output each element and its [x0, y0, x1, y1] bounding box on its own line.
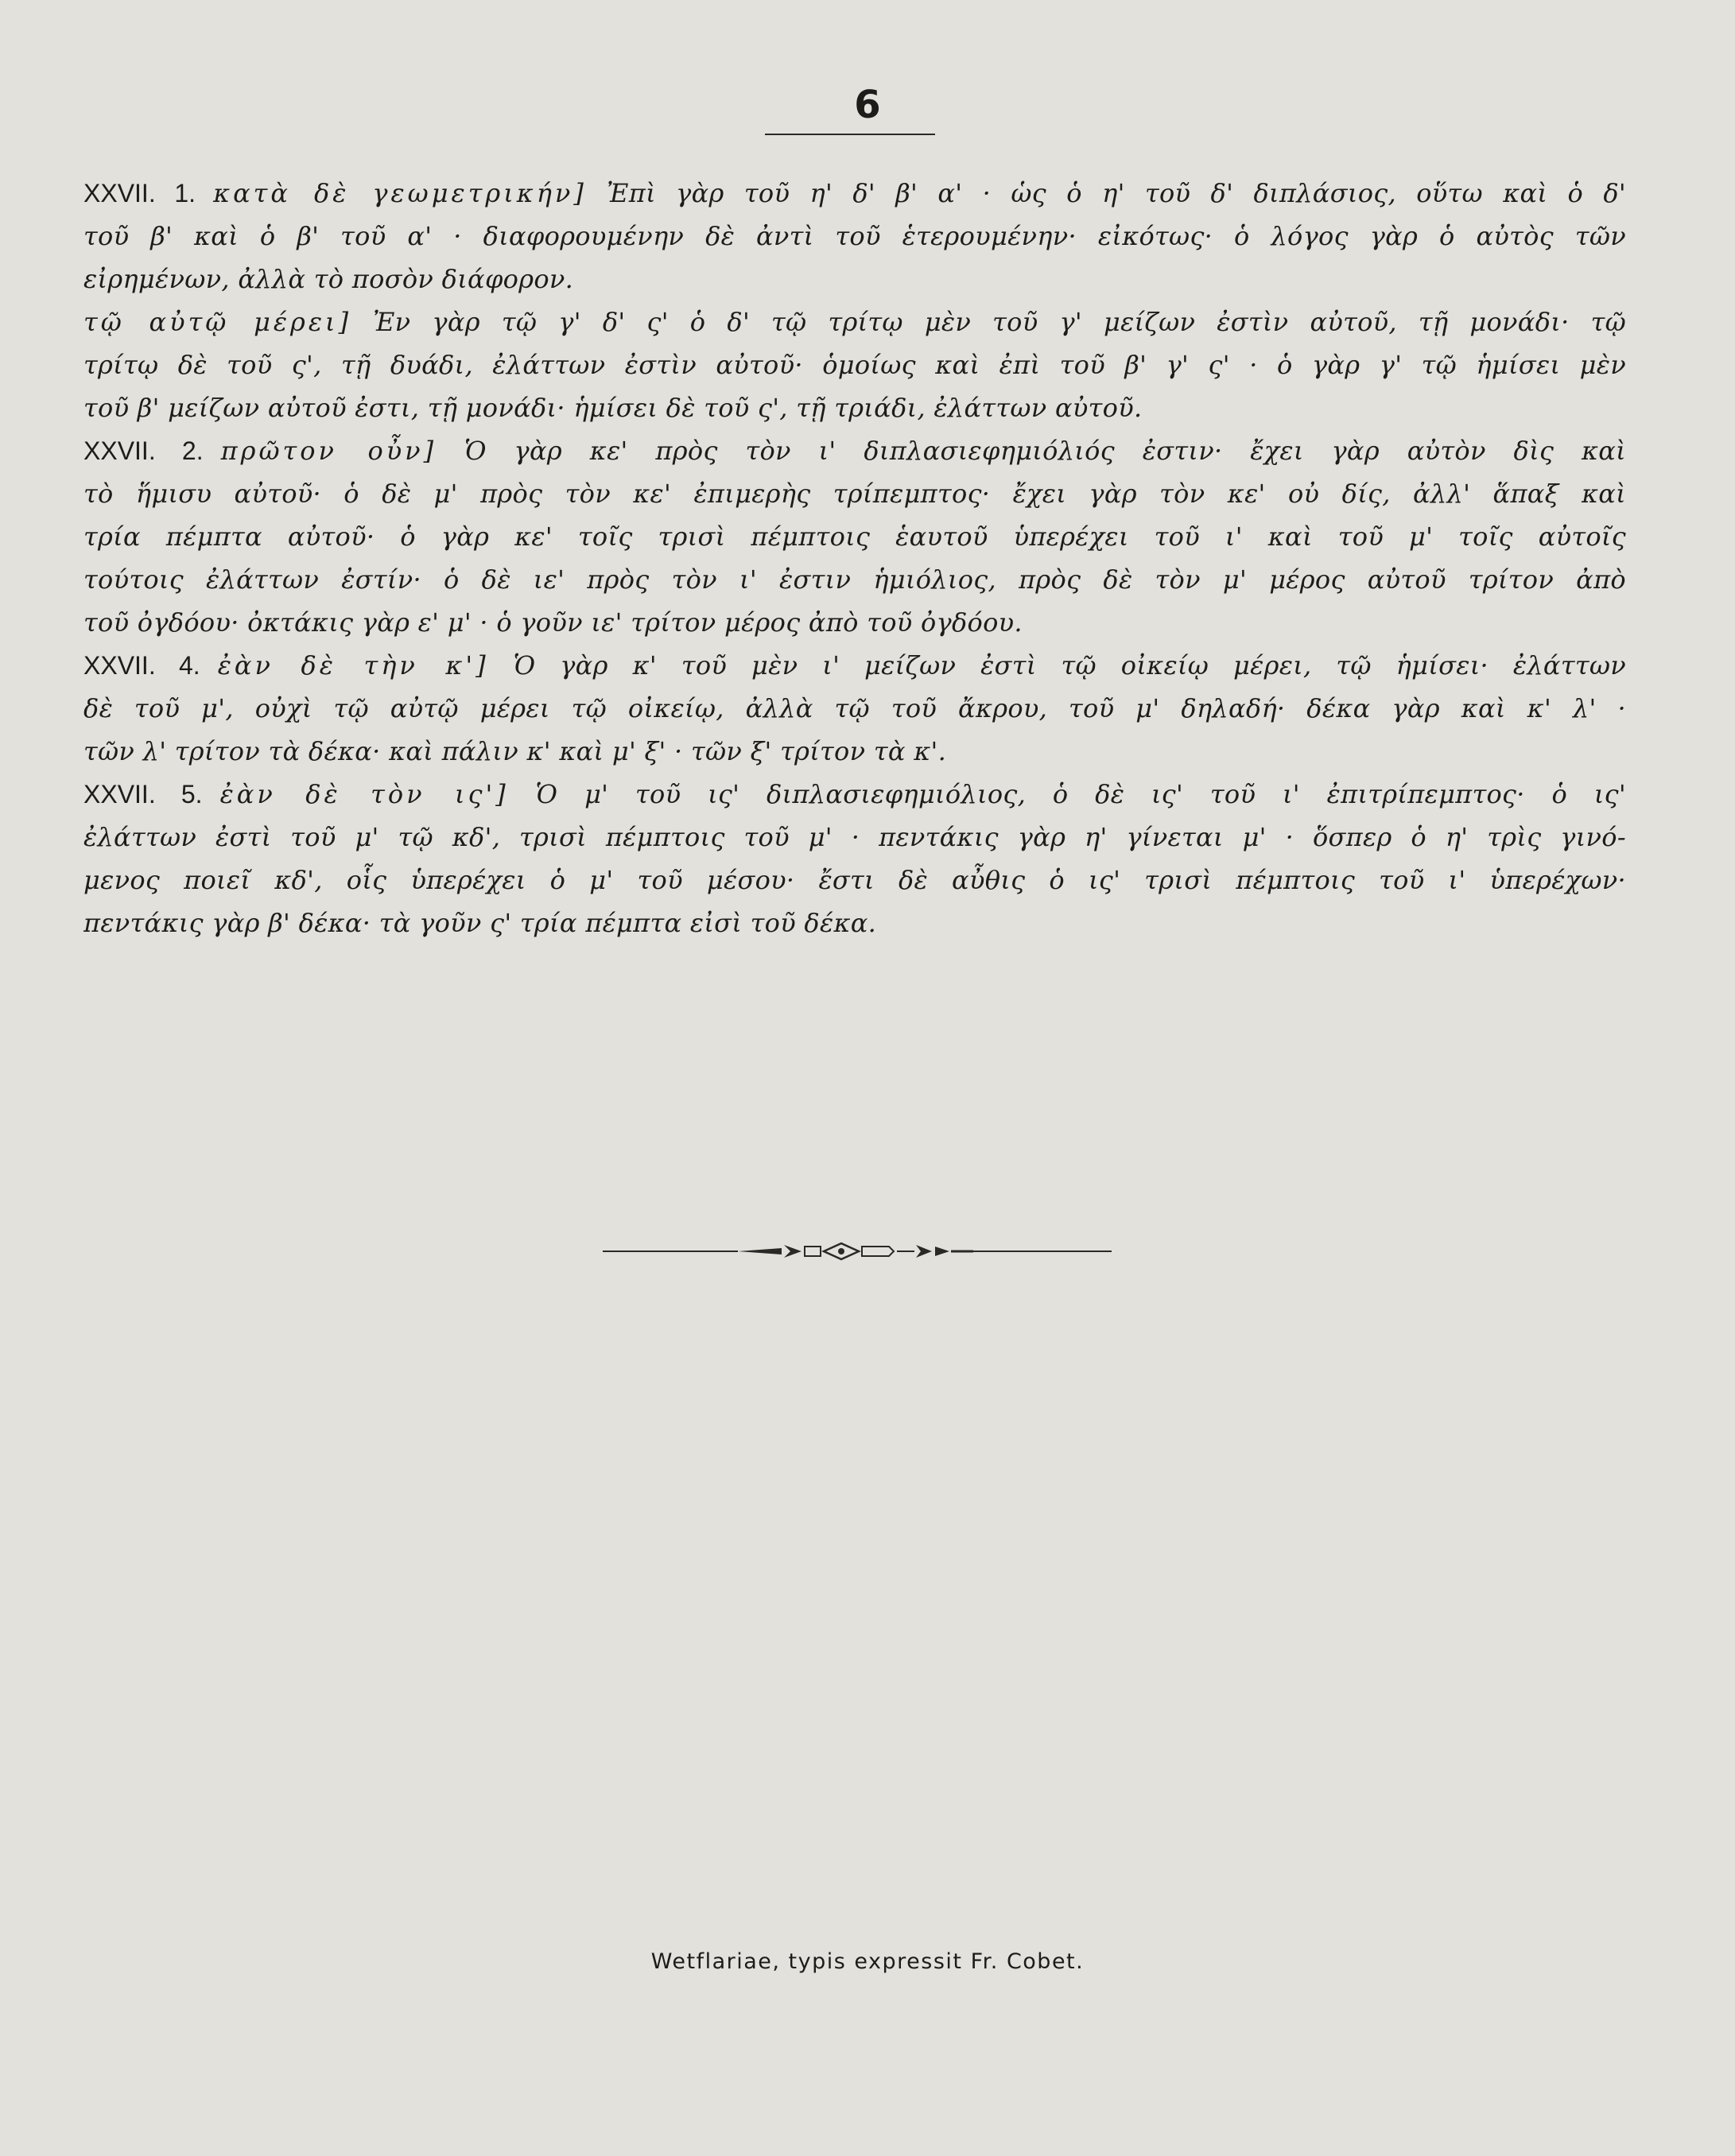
line-text: τούτοις ἐλάττων ἐστίν· ὁ δὲ ιε' πρὸς τὸν ι' ἐστιν ἡμιόλιος, πρὸς δὲ τὸν μ' μέρος αὐτοῦ τρίτον ἀπὸ	[83, 564, 1626, 595]
line-text: Ὁ γὰρ κ' τοῦ μὲν ι' μείζων ἐστὶ τῷ οἰκείῳ μέρει, τῷ ἡμίσει· ἐλάττων	[513, 650, 1626, 681]
text-line	[83, 429, 1626, 472]
commentary-text	[83, 172, 1626, 944]
section-marker: XXVII. 5.	[83, 780, 203, 808]
line-text: τῶν λ' τρίτον τὰ δέκα· καὶ πάλιν κ' καὶ μ' ξ' · τῶν ξ' τρίτον τὰ κ'.	[83, 736, 947, 766]
text-line	[83, 644, 1626, 687]
text-line	[83, 215, 1626, 258]
line-text: εἰρημένων, ἀλλὰ τὸ ποσὸν διάφορον.	[83, 264, 574, 294]
line-text: Ἐν γὰρ τῷ γ' δ' ς' ὁ δ' τῷ τρίτῳ μὲν τοῦ γ' μείζων ἐστὶν αὐτοῦ, τῇ μονάδι· τῷ	[373, 307, 1626, 337]
lemma: πρῶτον οὖν]	[220, 436, 437, 466]
text-line	[83, 730, 1626, 773]
line-text: δὲ τοῦ μ', οὐχὶ τῷ αὐτῷ μέρει τῷ οἰκείῳ, ἀλλὰ τῷ τοῦ ἄκρου, τοῦ μ' δηλαδή· δέκα γὰρ καὶ κ' λ' ·	[83, 693, 1626, 723]
line-text: τοῦ ὀγδόου· ὀκτάκις γὰρ ε' μ' · ὁ γοῦν ιε' τρίτον μέρος ἀπὸ τοῦ ὀγδόου.	[83, 607, 1023, 638]
section-marker: XXVII. 1.	[83, 179, 196, 207]
section-marker: XXVII. 2.	[83, 436, 204, 465]
text-line	[83, 515, 1626, 558]
line-text: ἐλάττων ἐστὶ τοῦ μ' τῷ κδ', τρισὶ πέμπτοις τοῦ μ' · πεντάκις γὰρ η' γίνεται μ' · ὅσπερ ὁ η' τρὶς γινό-	[83, 822, 1626, 852]
line-text: τὸ ἥμισυ αὐτοῦ· ὁ δὲ μ' πρὸς τὸν κε' ἐπιμερὴς τρίπεμπτος· ἔχει γὰρ τὸν κε' οὐ δίς, ἀλλ' ἅπαξ καὶ	[83, 479, 1626, 509]
section-marker: XXVII. 4.	[83, 651, 200, 680]
text-line	[83, 472, 1626, 515]
page-number: 6	[854, 83, 881, 127]
colophon: Wetflariae, typis expressit Fr. Cobet.	[650, 1949, 1085, 1974]
line-text: Ὁ μ' τοῦ ις' διπλασιεφημιόλιος, ὁ δὲ ις' τοῦ ι' ἐπιτρίπεμπτος· ὁ ις'	[535, 779, 1626, 809]
line-text: τοῦ β' καὶ ὁ β' τοῦ α' · διαφορουμένην δὲ ἀντὶ τοῦ ἑτερουμένην· εἰκότως· ὁ λόγος γὰρ ὁ αὐτὸς τῶν	[83, 221, 1626, 251]
text-line	[83, 172, 1626, 215]
lemma: ἐὰν δὲ τὸν ις']	[219, 779, 509, 809]
line-text: τρία πέμπτα αὐτοῦ· ὁ γὰρ κε' τοῖς τρισὶ πέμπτοις ἑαυτοῦ ὑπερέχει τοῦ ι' καὶ τοῦ μ' τοῖς αὐτοῖς	[83, 522, 1626, 552]
text-line	[83, 386, 1626, 429]
text-line	[83, 601, 1626, 644]
line-text: τρίτῳ δὲ τοῦ ς', τῇ δυάδι, ἐλάττων ἐστὶν αὐτοῦ· ὁμοίως καὶ ἐπὶ τοῦ β' γ' ς' · ὁ γὰρ γ' τῷ ἡμίσει μὲν	[83, 350, 1626, 380]
text-line	[83, 558, 1626, 601]
text-line	[83, 902, 1626, 944]
line-text: τοῦ β' μείζων αὐτοῦ ἐστι, τῇ μονάδι· ἡμίσει δὲ τοῦ ς', τῇ τριάδι, ἐλάττων αὐτοῦ.	[83, 393, 1143, 423]
text-line	[83, 859, 1626, 902]
line-text: Ὁ γὰρ κε' πρὸς τὸν ι' διπλασιεφημιόλιός ἐστιν· ἔχει γὰρ αὐτὸν δὶς καὶ	[464, 436, 1626, 466]
text-line	[83, 301, 1626, 343]
header-rule	[765, 134, 935, 135]
text-line	[83, 816, 1626, 859]
line-text: πεντάκις γὰρ β' δέκα· τὰ γοῦν ς' τρία πέμπτα εἰσὶ τοῦ δέκα.	[83, 908, 877, 938]
lemma: ἐὰν δὲ τὴν κ']	[217, 650, 489, 681]
text-line	[83, 343, 1626, 386]
ornament-divider	[603, 1237, 1112, 1266]
text-line	[83, 773, 1626, 816]
text-line	[83, 687, 1626, 730]
lemma: κατὰ δὲ γεωμετρικήν]	[213, 178, 587, 208]
lemma: τῷ αὐτῷ μέρει]	[83, 307, 352, 337]
line-text: Ἐπὶ γὰρ τοῦ η' δ' β' α' · ὡς ὁ η' τοῦ δ' διπλάσιος, οὕτω καὶ ὁ δ'	[607, 178, 1626, 208]
text-line	[83, 258, 1626, 301]
line-text: μενος ποιεῖ κδ', οἷς ὑπερέχει ὁ μ' τοῦ μέσου· ἔστι δὲ αὖθις ὁ ις' τρισὶ πέμπτοις τοῦ ι' ὑπερέχων·	[83, 865, 1626, 895]
